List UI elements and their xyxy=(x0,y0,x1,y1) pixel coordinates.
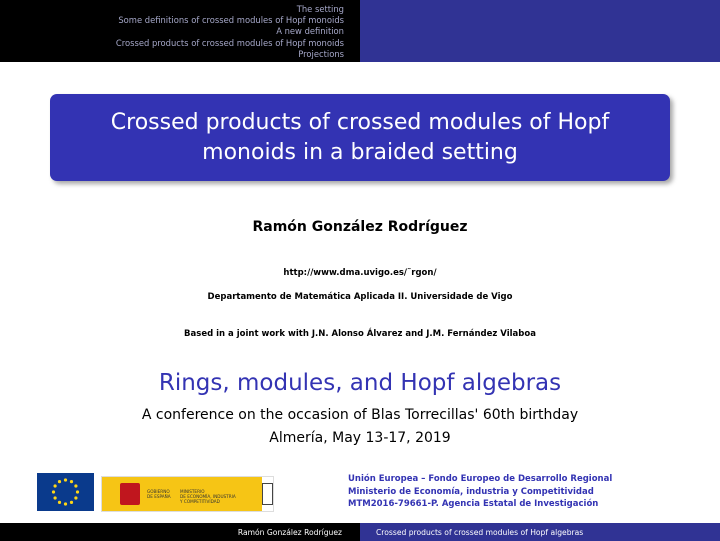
funding-line-3: MTM2016-79661-P. Agencia Estatal de Investigación xyxy=(348,499,599,509)
author-name: Ramón González Rodríguez xyxy=(252,219,468,235)
funding-line-1: Unión Europea – Fondo Europeo de Desarrollo Regional xyxy=(348,474,613,484)
funding-acknowledgement xyxy=(348,473,612,511)
nav-item-some-definitions[interactable]: Some definitions of crossed modules of Hopf monoids xyxy=(118,15,344,26)
conference-place-date: Almería, May 13-17, 2019 xyxy=(269,430,451,446)
header-bar-right xyxy=(360,0,720,62)
nav-item-new-definition[interactable]: A new definition xyxy=(276,26,344,37)
eu-stars-icon xyxy=(38,474,93,510)
nav-item-the-setting[interactable]: The setting xyxy=(296,4,344,14)
author-url[interactable]: http://www.dma.uvigo.es/˜rgon/ xyxy=(283,268,437,278)
section-navigation xyxy=(0,0,360,62)
joint-work-note: Based in a joint work with J.N. Alonso Álvarez and J.M. Fernández Vilaboa xyxy=(184,329,536,339)
footer-author: Ramón González Rodríguez xyxy=(0,523,360,541)
nav-item-crossed-products[interactable]: Crossed products of crossed modules of Hopf monoids xyxy=(115,37,344,48)
gov-logo-text-2: MINISTERIO DE ECONOMÍA, INDUSTRIA Y COMPETITIVIDAD xyxy=(180,489,236,504)
gov-logo-text-1: GOBIERNO DE ESPAÑA xyxy=(147,489,171,499)
conference-title: Rings, modules, and Hopf algebras xyxy=(158,370,562,396)
spanish-government-logo xyxy=(101,476,274,512)
agency-logo-icon xyxy=(262,483,273,505)
conference-subtitle: A conference on the occasion of Blas Torrecillas' 60th birthday xyxy=(141,407,579,423)
slide-title-line-2: monoids in a braided setting xyxy=(202,139,518,165)
slide-title-line-1: Crossed products of crossed modules of Hopf xyxy=(110,109,610,135)
department: Departamento de Matemática Aplicada II. Universidade de Vigo xyxy=(207,292,513,302)
eu-flag-logo xyxy=(37,473,94,511)
nav-item-projections[interactable]: Projections xyxy=(298,48,344,59)
funding-line-2: Ministerio de Economía, industria y Competitividad xyxy=(348,486,594,497)
coat-of-arms-icon xyxy=(120,483,140,505)
footer-title: Crossed products of crossed modules of Hopf algebras xyxy=(360,523,720,541)
title-box xyxy=(50,94,670,181)
